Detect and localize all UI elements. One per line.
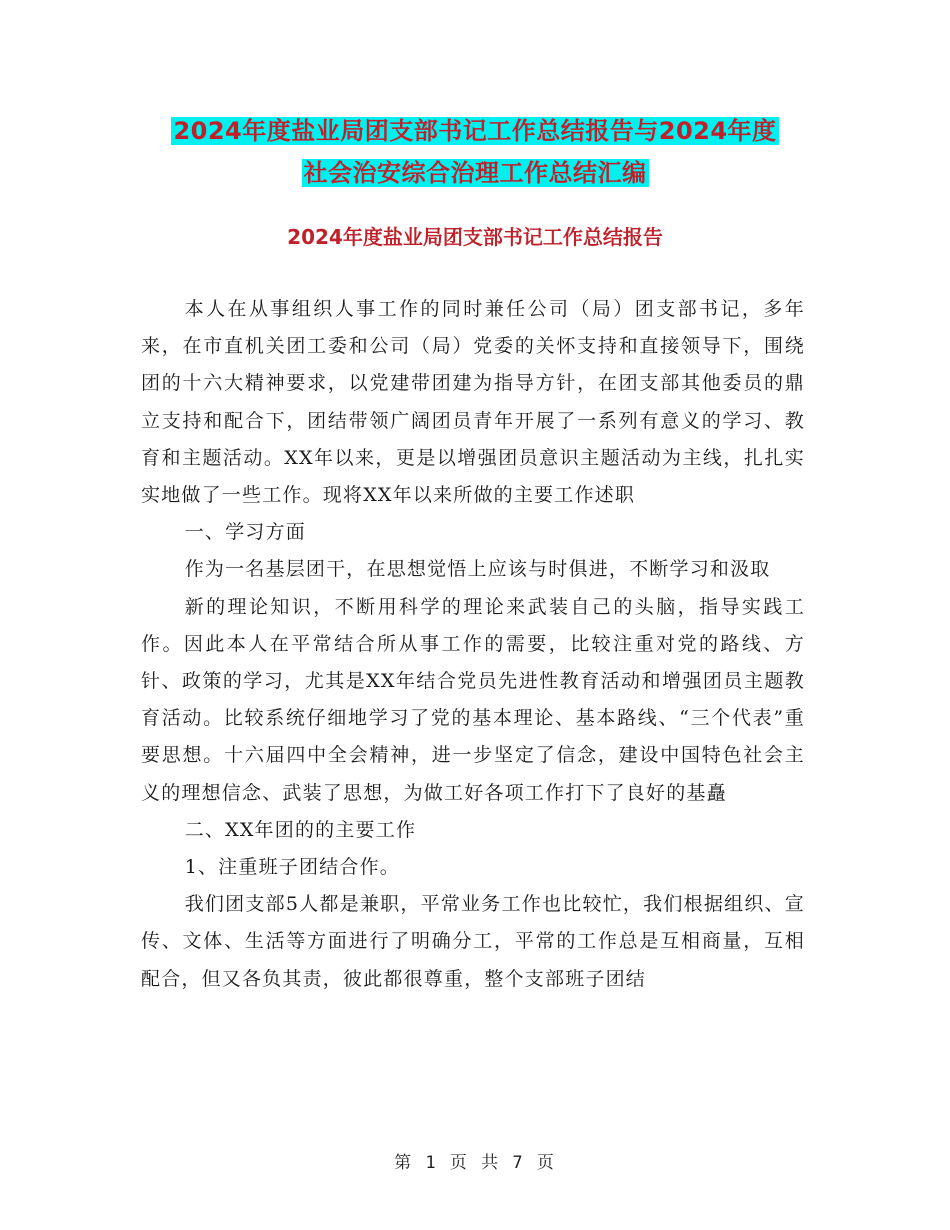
heading-study: 一、学习方面 bbox=[184, 521, 306, 544]
subheading-team-unity: 1、注重班子团结合作。 bbox=[184, 856, 400, 879]
document-title-line-2 bbox=[0, 155, 950, 191]
paragraph-study-1: 作为一名基层团干，在思想觉悟上应该与时俱进，不断学习和汲取 bbox=[184, 558, 771, 581]
document-title-line-1 bbox=[0, 113, 950, 149]
title-line-1-text: 2024年度盐业局团支部书记工作总结报告与2024年度 bbox=[173, 117, 777, 145]
paragraph-team-unity: 我们团支部5人都是兼职，平常业务工作也比较忙，我们根据组织、宣传、文体、生活等方面进行了明确分工，平常的工作总是互相商量，互相配合，但又各负其责，彼此都很尊重，整个支部班子团结 bbox=[141, 893, 805, 990]
section-heading: 2024年度盐业局团支部书记工作总结报告 bbox=[287, 225, 663, 249]
document-body bbox=[141, 291, 805, 998]
heading-main-work: 二、XX年团的的主要工作 bbox=[184, 818, 417, 841]
paragraph-intro: 本人在从事组织人事工作的同时兼任公司（局）团支部书记，多年来，在市直机关团工委和公司（局）党委的关怀支持和直接领导下，围绕团的十六大精神要求，以党建带团建为指导方针，在团支部其他委员的鼎立支持和配合下，团结带领广阔团员青年开展了一系列有意义的学习、教育和主题活动。XX年以来，更是以增强团员意识主题活动为主线，扎扎实实地做了一些工作。现将XX年以来所做的主要工作述职 bbox=[141, 298, 805, 507]
paragraph-study-2: 新的理论知识，不断用科学的理论来武装自己的头脑，指导实践工作。因此本人在平常结合所从事工作的需要，比较注重对党的路线、方针、政策的学习，尤其是XX年结合党员先进性教育活动和增强团员主题教育活动。比较系统仔细地学习了党的基本理论、基本路线、“三个代表”重要思想。十六届四中全会精神，进一步坚定了信念，建设中国特色社会主义的理想信念、武装了思想，为做工好各项工作打下了良好的基矗 bbox=[141, 595, 805, 804]
title-line-2-text: 社会治安综合治理工作总结汇编 bbox=[303, 159, 647, 187]
page-number: 第 1 页 共 7 页 bbox=[394, 1153, 556, 1173]
